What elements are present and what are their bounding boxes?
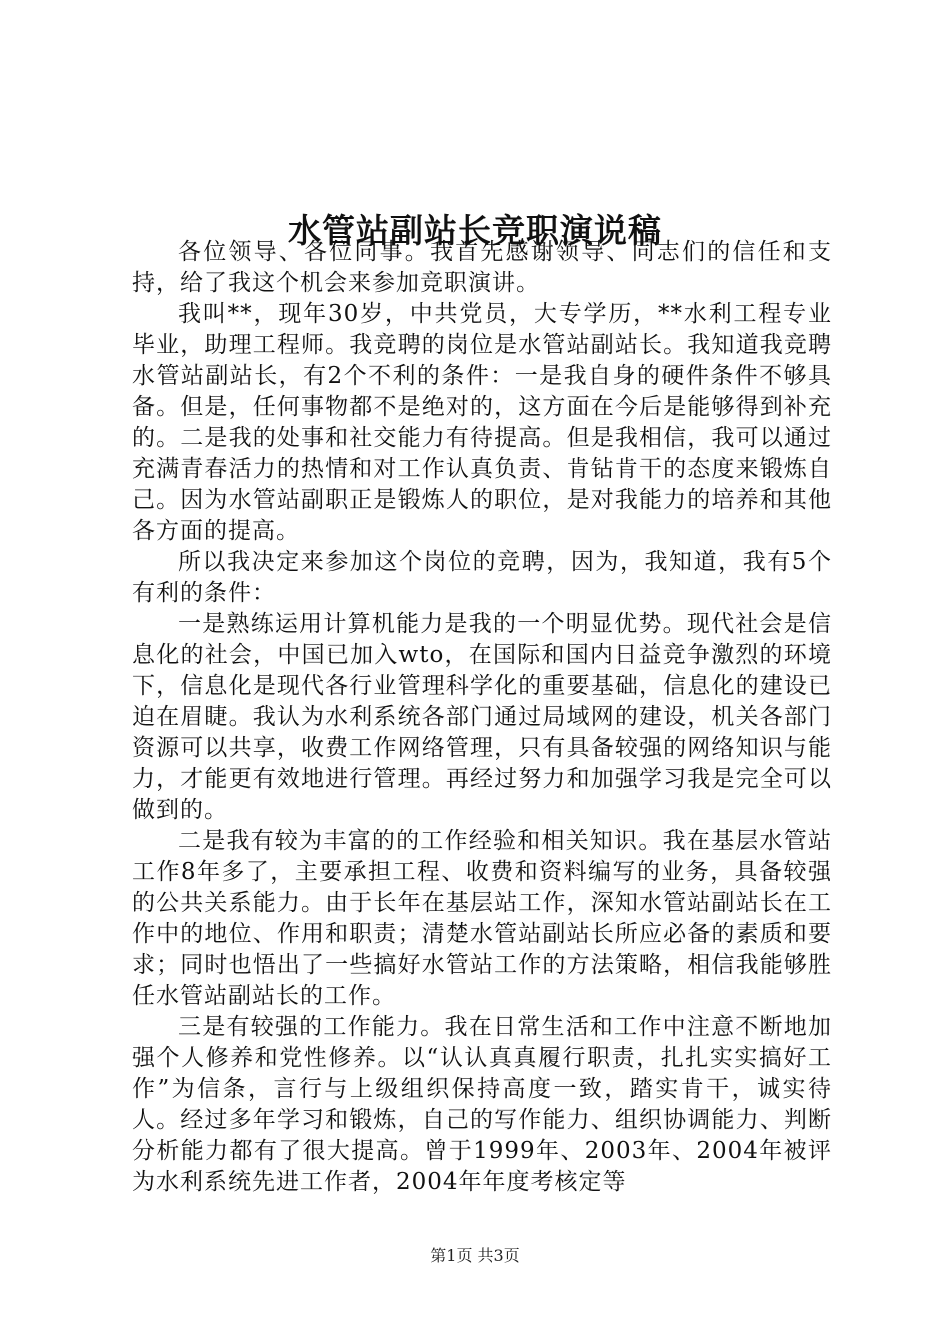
paragraph-advantage-3: 三是有较强的工作能力。我在日常生活和工作中注意不断地加强个人修养和党性修养。以“认认真真履行职责，扎扎实实搞好工作”为信条，言行与上级组织保持高度一致，踏实肯干，诚实待人。经过多年学习和锻炼，自己的写作能力、组织协调能力、判断分析能力都有了很大提高。曾于1999年、2003年、2004年被评为水利系统先进工作者，2004年年度考核定等 (132, 1014, 832, 1195)
page-number-footer: 第1页 共3页 (430, 1246, 520, 1265)
paragraph-greeting: 各位领导、各位同事。我首先感谢领导、同志们的信任和支持，给了我这个机会来参加竞职演讲。 (132, 239, 832, 296)
paragraph-introduction: 我叫**，现年30岁，中共党员，大专学历，**水利工程专业毕业，助理工程师。我竞聘的岗位是水管站副站长。我知道我竞聘水管站副站长，有2个不利的条件：一是我自身的硬件条件不够具备。但是，任何事物都不是绝对的，这方面在今后是能够得到补充的。二是我的处事和社交能力有待提高。但是我相信，我可以通过充满青春活力的热情和对工作认真负责、肯钻肯干的态度来锻炼自己。因为水管站副职正是锻炼人的职位，是对我能力的培养和其他各方面的提高。 (132, 301, 832, 544)
document-title: 水管站副站长竞职演说稿 (288, 211, 662, 251)
paragraph-advantage-2: 二是我有较为丰富的的工作经验和相关知识。我在基层水管站工作8年多了，主要承担工程、收费和资料编写的业务，具备较强的公共关系能力。由于长年在基层站工作，深知水管站副站长在工作中的地位、作用和职责；清楚水管站副站长所应必备的素质和要求；同时也悟出了一些搞好水管站工作的方法策略，相信我能够胜任水管站副站长的工作。 (132, 828, 832, 1009)
document-body (132, 237, 832, 1198)
paragraph-advantage-1: 一是熟练运用计算机能力是我的一个明显优势。现代社会是信息化的社会，中国已加入wto，在国际和国内日益竞争激烈的环境下，信息化是现代各行业管理科学化的重要基础，信息化的建设已迫在眉睫。我认为水利系统各部门通过局域网的建设，机关各部门资源可以共享，收费工作网络管理，只有具备较强的网络知识与能力，才能更有效地进行管理。再经过努力和加强学习我是完全可以做到的。 (132, 611, 832, 823)
paragraph-decision: 所以我决定来参加这个岗位的竞聘，因为，我知道，我有5个有利的条件： (132, 549, 832, 606)
